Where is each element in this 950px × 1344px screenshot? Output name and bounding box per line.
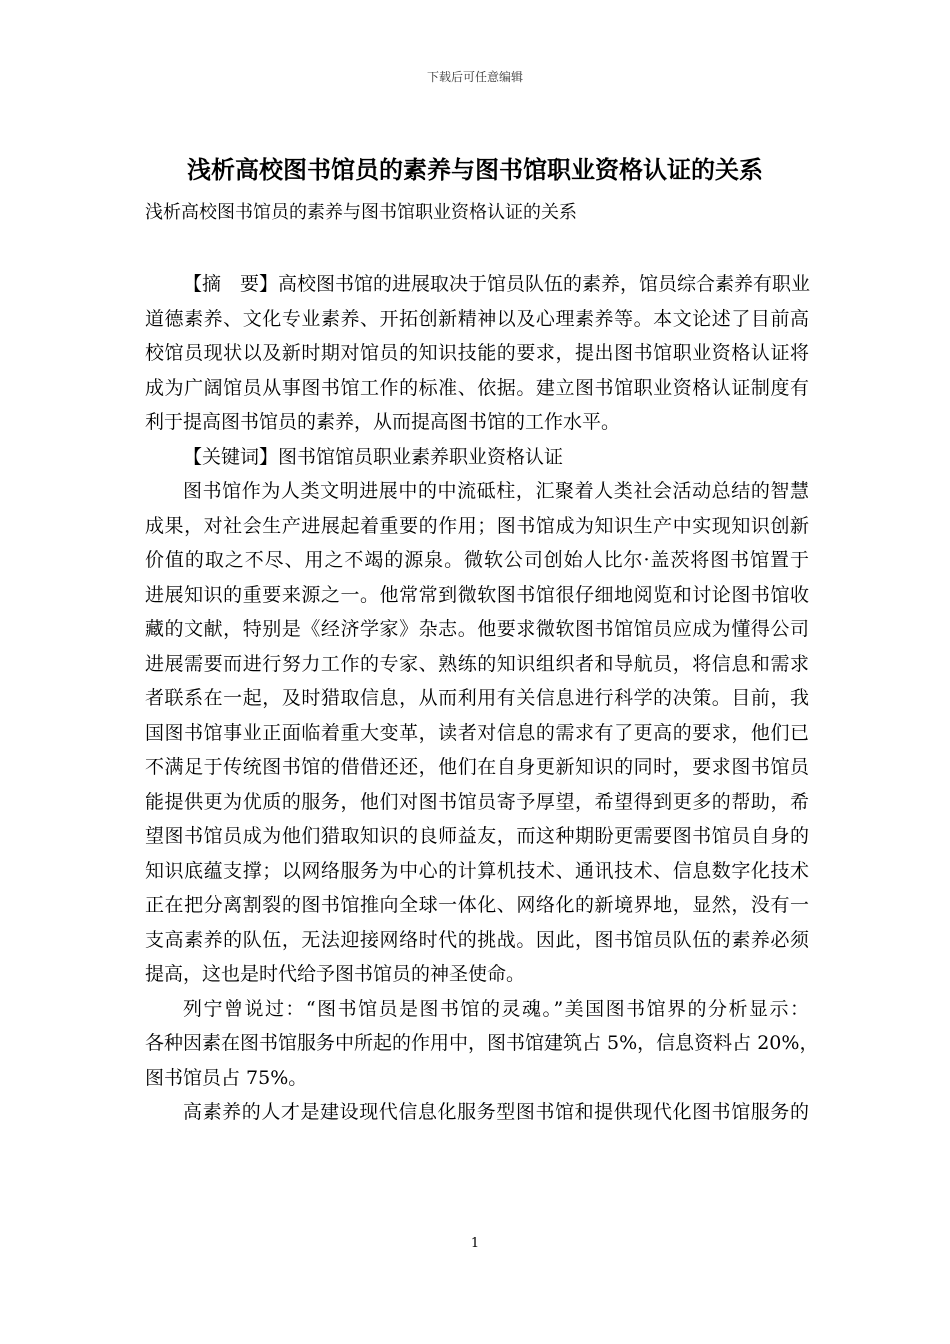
body-paragraph: [145, 992, 819, 1096]
text-line: 知识底蕴支撑；以网络服务为中心的计算机技术、通讯技术、信息数字化技术: [145, 859, 809, 882]
text-line: 成果，对社会生产进展起着重要的作用；图书馆成为知识生产中实现知识创新: [145, 514, 809, 537]
text-line: 价值的取之不尽、用之不竭的源泉。微软公司创始人比尔·盖茨将图书馆置于: [145, 549, 809, 571]
text-line: 校馆员现状以及新时期对馆员的知识技能的要求，提出图书馆职业资格认证将: [145, 342, 809, 364]
text-line: 列宁曾说过：“图书馆员是图书馆的灵魂。”美国图书馆界的分析显示：: [183, 997, 809, 1020]
text-line: 藏的文献，特别是《经济学家》杂志。他要求微软图书馆馆员应成为懂得公司: [145, 618, 809, 640]
text-line: 图书馆作为人类文明进展中的中流砥柱，汇聚着人类社会活动总结的智慧: [183, 480, 809, 502]
document-body: [145, 267, 819, 1130]
text-line: 进展需要而进行努力工作的专家、熟练的知识组织者和导航员，将信息和需求: [145, 652, 809, 675]
text-line: 望图书馆员成为他们猎取知识的良师益友，而这种期盼更需要图书馆员自身的: [145, 825, 809, 847]
text-line: 进展知识的重要来源之一。他常常到微软图书馆很仔细地阅览和讨论图书馆收: [145, 583, 809, 606]
document-subtitle: 浅析高校图书馆员的素养与图书馆职业资格认证的关系: [145, 202, 577, 223]
body-paragraph: [145, 1095, 809, 1130]
document-title: 浅析高校图书馆员的素养与图书馆职业资格认证的关系: [187, 155, 763, 184]
text-line: 【关键词】图书馆馆员职业素养职业资格认证: [183, 445, 564, 468]
text-line: 道德素养、文化专业素养、开拓创新精神以及心理素养等。本文论述了目前高: [145, 307, 809, 330]
text-line: 利于提高图书馆员的素养，从而提高图书馆的工作水平。: [145, 411, 621, 433]
text-line: 者联系在一起，及时猎取信息，从而利用有关信息进行科学的决策。目前，我: [145, 687, 809, 709]
text-line: 不满足于传统图书馆的借借还还，他们在自身更新知识的同时，要求图书馆员: [145, 756, 809, 778]
text-line: 国图书馆事业正面临着重大变革，读者对信息的需求有了更高的要求，他们已: [145, 721, 809, 744]
text-line: 【摘 要】高校图书馆的进展取决于馆员队伍的素养，馆员综合素养有职业: [183, 273, 811, 295]
header-note: 下载后可任意编辑: [426, 70, 523, 84]
abstract-paragraph: [145, 267, 809, 440]
text-line: 能提供更为优质的服务，他们对图书馆员寄予厚望，希望得到更多的帮助，希: [145, 790, 809, 813]
text-line: 成为广阔馆员从事图书馆工作的标准、依据。建立图书馆职业资格认证制度有: [145, 376, 809, 399]
text-line: 高素养的人才是建设现代信息化服务型图书馆和提供现代化图书馆服务的: [183, 1101, 809, 1123]
keywords-paragraph: [145, 440, 809, 475]
text-line: 支高素养的队伍，无法迎接网络时代的挑战。因此，图书馆员队伍的素养必须: [145, 928, 809, 951]
text-line: 提高，这也是时代给予图书馆员的神圣使命。: [145, 963, 526, 985]
body-paragraph: [145, 474, 809, 992]
text-line: 图书馆员占 75%。: [145, 1066, 308, 1089]
text-line: 正在把分离割裂的图书馆推向全球一体化、网络化的新境界地，显然，没有一: [145, 894, 809, 916]
page-number: 1: [470, 1236, 480, 1251]
text-line: 各种因素在图书馆服务中所起的作用中，图书馆建筑占 5%，信息资料占 20%，: [145, 1032, 819, 1054]
